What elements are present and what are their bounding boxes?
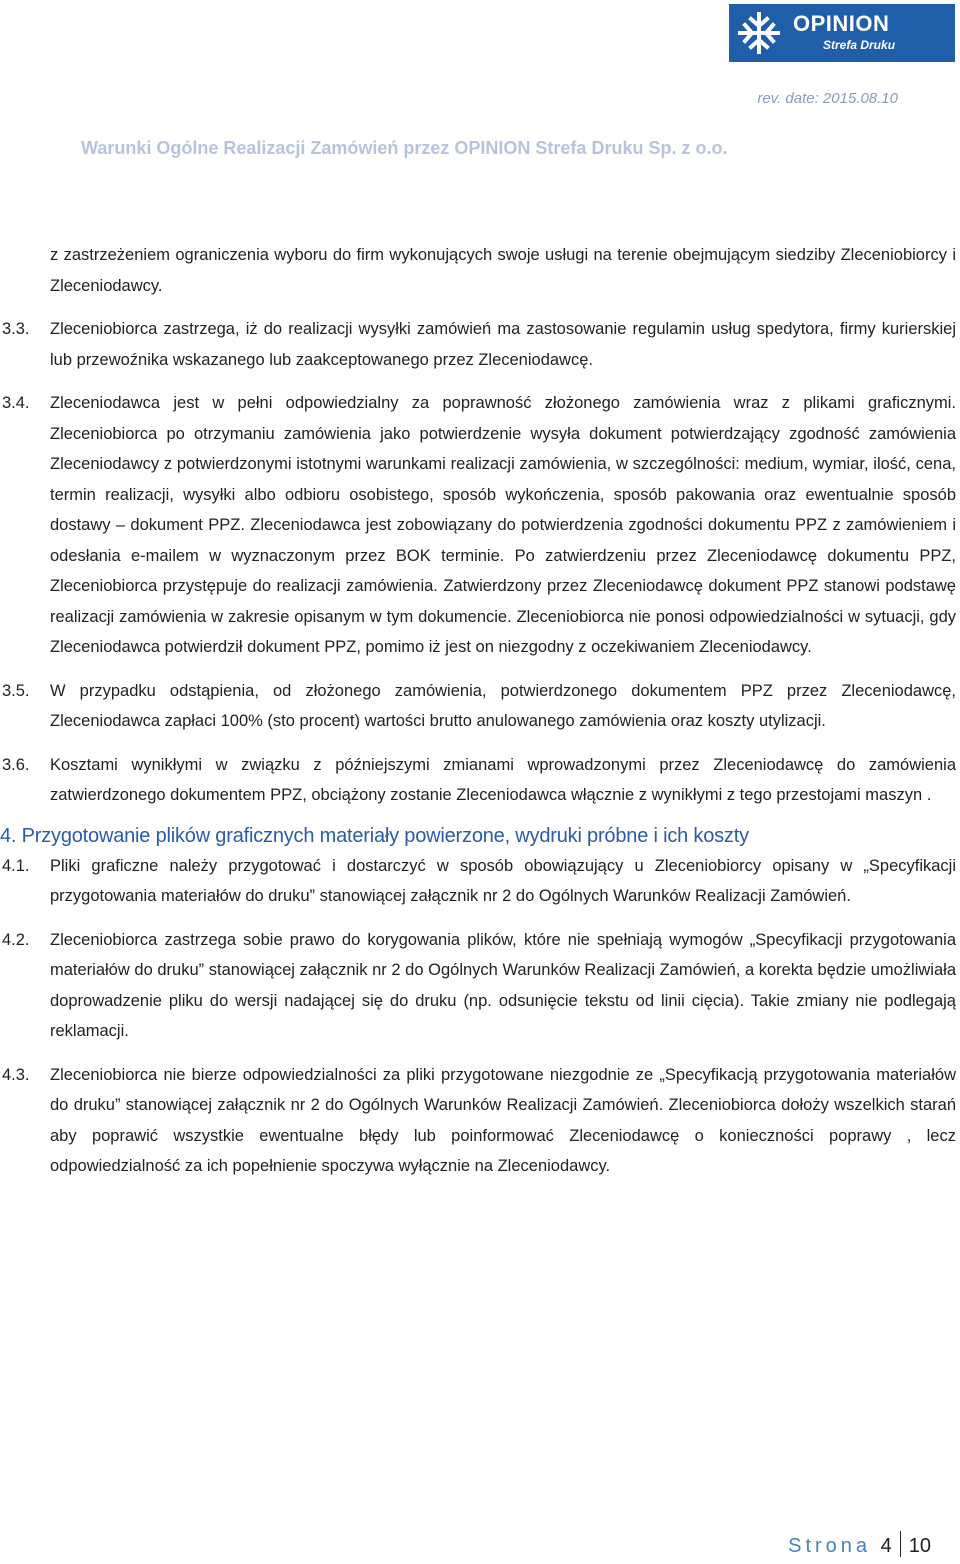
snowflake-logo-icon bbox=[737, 11, 781, 55]
company-logo bbox=[729, 4, 955, 62]
clause-3-6 bbox=[2, 750, 956, 811]
page-label: Strona bbox=[788, 1535, 872, 1557]
clause-text: W przypadku odstąpienia, od złożonego zamówienia, potwierdzonego dokumentem PPZ przez Zleceniodawcę, Zleceniodawca zapłaci 100% (sto procent) wartości brutto anulowanego zamówienia oraz koszty utylizacji. bbox=[50, 681, 956, 730]
page-total: 10 bbox=[908, 1535, 931, 1557]
document-title: Warunki Ogólne Realizacji Zamówień przez OPINION Strefa Druku Sp. z o.o. bbox=[81, 138, 728, 158]
page-footer bbox=[788, 1531, 931, 1561]
page-separator bbox=[900, 1531, 901, 1557]
clause-3-4 bbox=[2, 388, 956, 663]
clause-text: Pliki graficzne należy przygotować i dostarczyć w sposób obowiązujący u Zleceniobiorcy opisany w „Specyfikacji przygotowania materiałów do druku” stanowiącej załącznik nr 2 do Ogólnych Warunków Realizacji Zamówień. bbox=[50, 856, 956, 905]
clause-number: 3.5. bbox=[2, 681, 30, 700]
revision-date: rev. date: 2015.08.10 bbox=[757, 90, 898, 107]
clause-number: 4.1. bbox=[2, 856, 30, 875]
document-body bbox=[0, 240, 956, 1182]
page-number: 4 bbox=[880, 1535, 892, 1557]
clause-3-3 bbox=[2, 314, 956, 375]
clause-number: 3.4. bbox=[2, 394, 30, 412]
clause-number: 4.2. bbox=[2, 930, 30, 949]
clause-4-3 bbox=[2, 1060, 956, 1182]
clause-text: Zleceniobiorca nie bierze odpowiedzialności za pliki przygotowane niezgodnie ze „Specyfikacją przygotowania materiałów do druku” stanowiącej załącznik nr 2 do Ogólnych Warunków Realizacji Zamówień. Zleceniobiorca dołoży wszelkich starań aby poprawić wszystkie ewentualne błędy lub poinformować Zleceniodawcę o konieczności poprawy , lecz odpowiedzialność za ich popełnienie spoczywa wyłącznie na Zleceniodawcy. bbox=[50, 1065, 956, 1175]
section-heading: 4. Przygotowanie plików graficznych materiały powierzone, wydruki próbne i ich koszty bbox=[0, 824, 749, 847]
clause-text: Zleceniobiorca zastrzega sobie prawo do korygowania plików, które nie spełniają wymogów „Specyfikacji przygotowania materiałów do druku” stanowiącej załącznik nr 2 do Ogólnych Warunków Realizacji Zamówień, a korekta będzie umożliwiała doprowadzenie pliku do wersji nadającej się do druku (np. odsunięcie tekstu od linii cięcia). Takie zmiany nie podlegają reklamacji. bbox=[50, 930, 956, 1040]
intro-paragraph: z zastrzeżeniem ograniczenia wyboru do firm wykonujących swoje usługi na terenie obejmującym siedziby Zleceniobiorcy i Zleceniodawcy. bbox=[50, 246, 956, 295]
clause-4-1 bbox=[2, 851, 956, 912]
logo-brand-name: OPINION bbox=[793, 11, 890, 36]
clause-text: Zleceniobiorca zastrzega, iż do realizacji wysyłki zamówień ma zastosowanie regulamin usług spedytora, firmy kurierskiej lub przewoźnika wskazanego lub zaakceptowanego przez Zleceniodawcę. bbox=[50, 320, 956, 369]
clause-number: 3.6. bbox=[2, 755, 30, 774]
clause-number: 4.3. bbox=[2, 1065, 30, 1084]
clause-3-5 bbox=[2, 676, 956, 737]
clause-text: Kosztami wynikłymi w związku z późniejszymi zmianami wprowadzonymi przez Zleceniodawcę do zamówienia zatwierdzonego dokumentem PPZ, obciążony zostanie Zleceniodawca włącznie z wynikłymi z tego przestojami maszyn . bbox=[50, 755, 956, 804]
logo-subtitle: Strefa Druku bbox=[823, 38, 896, 52]
clause-number: 3.3. bbox=[2, 320, 30, 338]
clause-4-2 bbox=[2, 925, 956, 1047]
clause-text: Zleceniodawca jest w pełni odpowiedzialny za poprawność złożonego zamówienia wraz z plikami graficznymi. Zleceniobiorca po otrzymaniu zamówienia jako potwierdzenie wysyła dokument potwierdzający zgodność zamówienia Zleceniodawcy z potwierdzonymi istotnymi warunkami realizacji zamówienia, w szczególności: medium, wymiar, ilość, cena, termin realizacji, wysyłki albo odbioru osobistego, sposób wykończenia, sposób pakowania oraz ewentualnie sposób dostawy – dokument PPZ. Zleceniodawca jest zobowiązany do potwierdzenia zgodności dokumentu PPZ z zamówieniem i odesłania e-mailem w wyznaczonym przez BOK terminie. Po zatwierdzeniu przez Zleceniodawcę dokumentu PPZ, Zleceniobiorca przystępuje do realizacji zamówienia. Zatwierdzony przez Zleceniodawcę dokument PPZ stanowi podstawę realizacji zamówienia w zakresie opisanym w tym dokumencie. Zleceniobiorca nie ponosi odpowiedzialności w sytuacji, gdy Zleceniodawca potwierdził dokument PPZ, pomimo iż jest on niezgodny z oczekiwaniem Zleceniodawcy. bbox=[50, 394, 956, 656]
